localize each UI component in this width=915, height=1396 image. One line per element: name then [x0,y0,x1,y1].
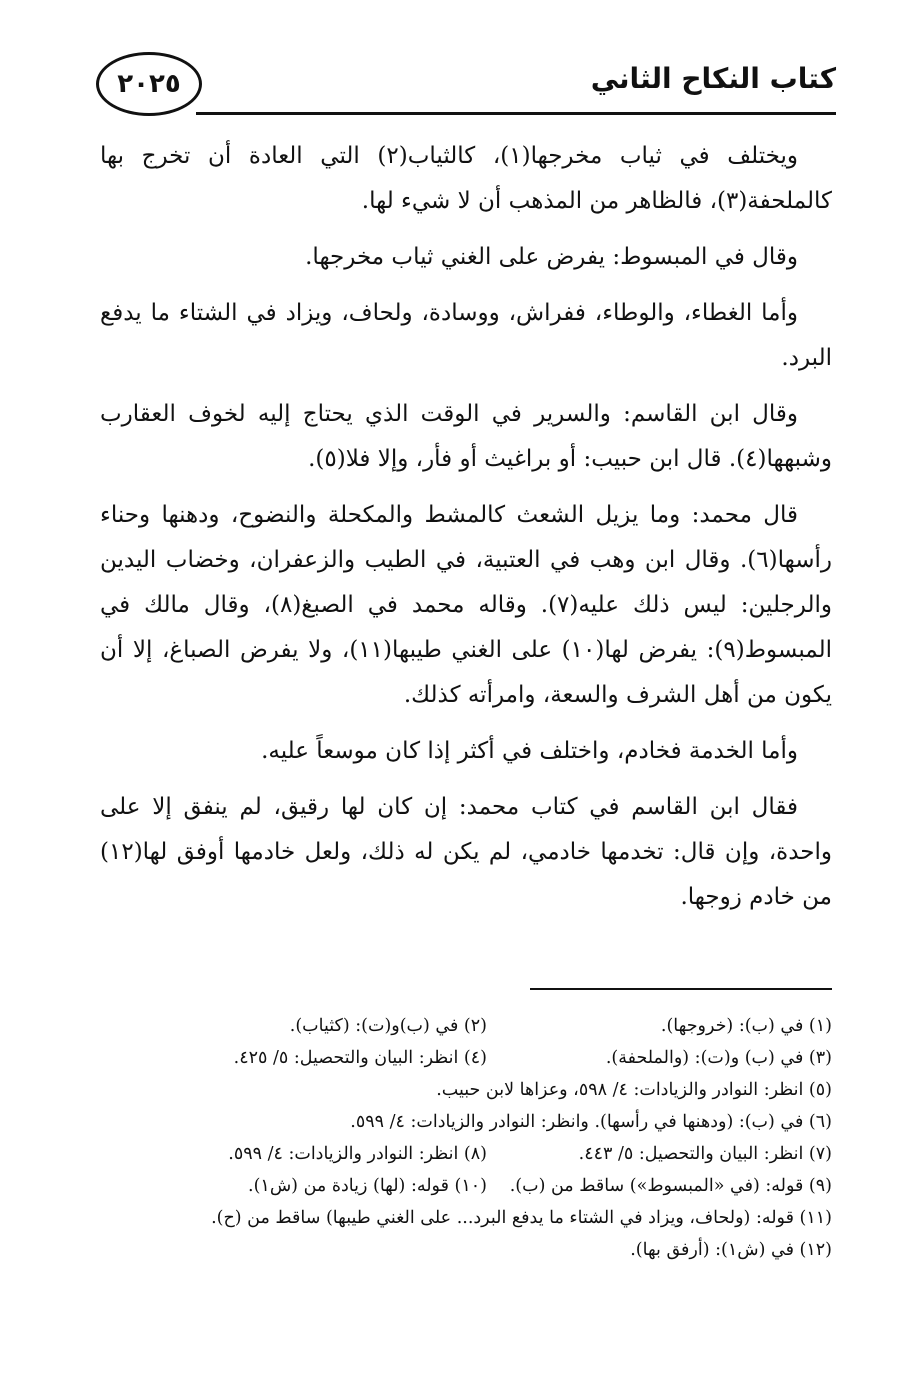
footnote: (٩) قوله: (في «المبسوط») ساقط من (ب). [509,1176,832,1196]
footnote: (١١) قوله: (ولحاف، ويزاد في الشتاء ما يدفع البرد... على الغني طيبها) ساقط من (ح). [211,1208,832,1228]
paragraph: ويختلف في ثياب مخرجها(١)، كالثياب(٢) التي العادة أن تخرج بها كالملحفة(٣)، فالظاهر من المذهب أن لا شيء لها. [100,143,832,214]
footnote: (٨) انظر: النوادر والزيادات: ٤/ ٥٩٩. [228,1144,487,1164]
footnote: (٧) انظر: البيان والتحصيل: ٥/ ٤٤٣. [578,1144,832,1164]
footnote-row [120,1170,832,1202]
paragraph: وقال في المبسوط: يفرض على الغني ثياب مخرجها. [305,244,798,270]
paragraph: قال محمد: وما يزيل الشعث كالمشط والمكحلة والنضوح، ودهنها وحناء رأسها(٦). وقال ابن وهب في العتبية، في الطيب والزعفران، وخضاب اليدين والرجلين: ليس ذلك عليه(٧). وقاله محمد في الصبغ(٨)، وقال مالك في المبسوط(٩): يفرض لها(١٠) على الغني طيبها(١١)، ولا يفرض الصباغ، إلا أن يكون من أهل الشرف والسعة، وامرأته كذلك. [100,502,832,708]
footnote: (٣) في (ب) و(ت): (والملحفة). [605,1048,832,1068]
paragraph: فقال ابن القاسم في كتاب محمد: إن كان لها رقيق، لم ينفق إلا على واحدة، وإن قال: تخدمها خادمي، لم يكن له ذلك، ولعل خادمها أوفق لها(١٢) من خادم زوجها. [100,794,832,910]
page-number: ٢٠٢٥ [96,52,202,116]
running-title: كتاب النكاح الثاني [590,62,836,95]
main-text [100,134,832,920]
footnote: (٦) في (ب): (ودهنها في رأسها). وانظر: النوادر والزيادات: ٤/ ٥٩٩. [350,1112,832,1132]
footnote: (١) في (ب): (خروجها). [660,1016,832,1036]
paragraph: وأما الخدمة فخادم، واختلف في أكثر إذا كان موسعاً عليه. [261,738,798,764]
footnote-row [120,1138,832,1170]
footnote: (١٠) قوله: (لها) زيادة من (ش١). [248,1176,487,1196]
footnote: (١٢) في (ش١): (أرفق بها). [630,1240,832,1260]
footnote-separator [530,988,832,990]
page-header [96,52,836,122]
footnote-row [120,1042,832,1074]
paragraph: وقال ابن القاسم: والسرير في الوقت الذي يحتاج إليه لخوف العقارب وشبهها(٤). قال ابن حبيب: أو براغيث أو فأر، وإلا فلا(٥). [100,401,832,472]
footnote: (٥) انظر: النوادر والزيادات: ٤/ ٥٩٨، وعزاها لابن حبيب. [436,1080,832,1100]
footnote: (٤) انظر: البيان والتحصيل: ٥/ ٤٢٥. [233,1048,487,1068]
header-rule [196,112,836,115]
footnote-row [120,1010,832,1042]
footnotes [120,1010,832,1266]
footnote: (٢) في (ب)و(ت): (كثياب). [289,1016,487,1036]
paragraph: وأما الغطاء، والوطاء، ففراش، ووسادة، ولحاف، ويزاد في الشتاء ما يدفع البرد. [100,300,832,371]
